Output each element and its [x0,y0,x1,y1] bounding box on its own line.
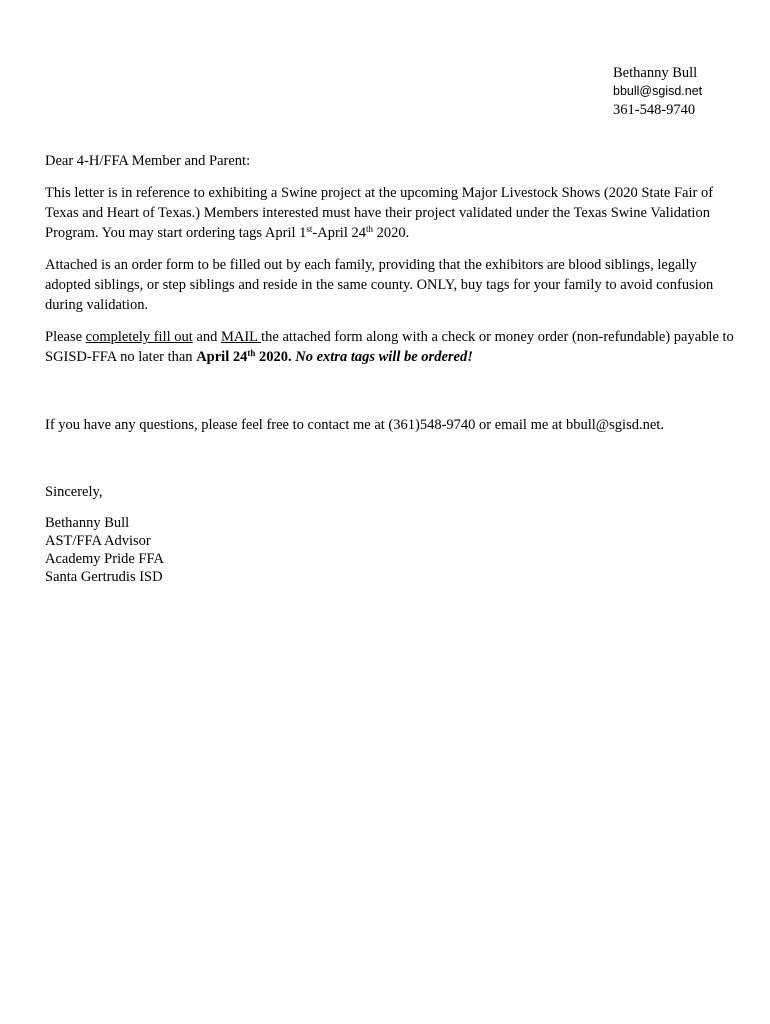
paragraph-contact: If you have any questions, please feel free to contact me at (361)548-9740 or email me at bbull@sgisd.net. [45,417,664,433]
ordinal-suffix: th [365,224,373,234]
underlined-text: MAIL [220,329,262,345]
deadline-year: 2020. [255,349,292,365]
paragraph-intro [45,183,735,243]
paragraph-instructions [45,327,735,367]
signature-title: AST/FFA Advisor [45,533,151,549]
paragraph-order-form: Attached is an order form to be filled out by each family, providing that the exhibitors are blood siblings, legally adopted siblings, or step siblings and reside in the same county. ONLY, buy tags for your family to avoid confusion during validation. [45,257,714,313]
deadline [196,349,291,365]
sender-block [613,65,702,119]
sender-phone: 361-548-9740 [613,102,696,118]
underlined-text: completely fill out [85,329,193,345]
instructions-text: and [192,329,221,345]
ordinal-suffix: st [306,224,313,234]
sender-name: Bethanny Bull [613,65,698,81]
instructions-text: Please [45,329,86,345]
salutation: Dear 4-H/FFA Member and Parent: [45,153,251,169]
signature-block [45,514,735,586]
ordinal-suffix: th [247,348,256,358]
signature-org: Academy Pride FFA [45,551,164,567]
deadline-date: April 24 [196,349,248,365]
emphasis-note: No extra tags will be ordered! [291,349,473,365]
instructions-text: the attached form along with a check or money order (non-refundable) payable to SGISD-FFA no later than [45,329,734,365]
paragraph-intro-text: -April 24 [312,225,366,241]
signature-district: Santa Gertrudis ISD [45,569,163,585]
letter-body [45,151,735,586]
signature-name: Bethanny Bull [45,515,130,531]
paragraph-intro-text: This letter is in reference to exhibiting a Swine project at the upcoming Major Livestock Shows (2020 State Fair of Texas and Heart of Texas.) Members interested must have their project validated under the Texas Swine Validation Program. You may start ordering tags April 1 [45,185,714,241]
closing: Sincerely, [45,484,103,500]
paragraph-intro-text: 2020. [372,225,410,241]
sender-email: bbull@sgisd.net [613,84,703,98]
